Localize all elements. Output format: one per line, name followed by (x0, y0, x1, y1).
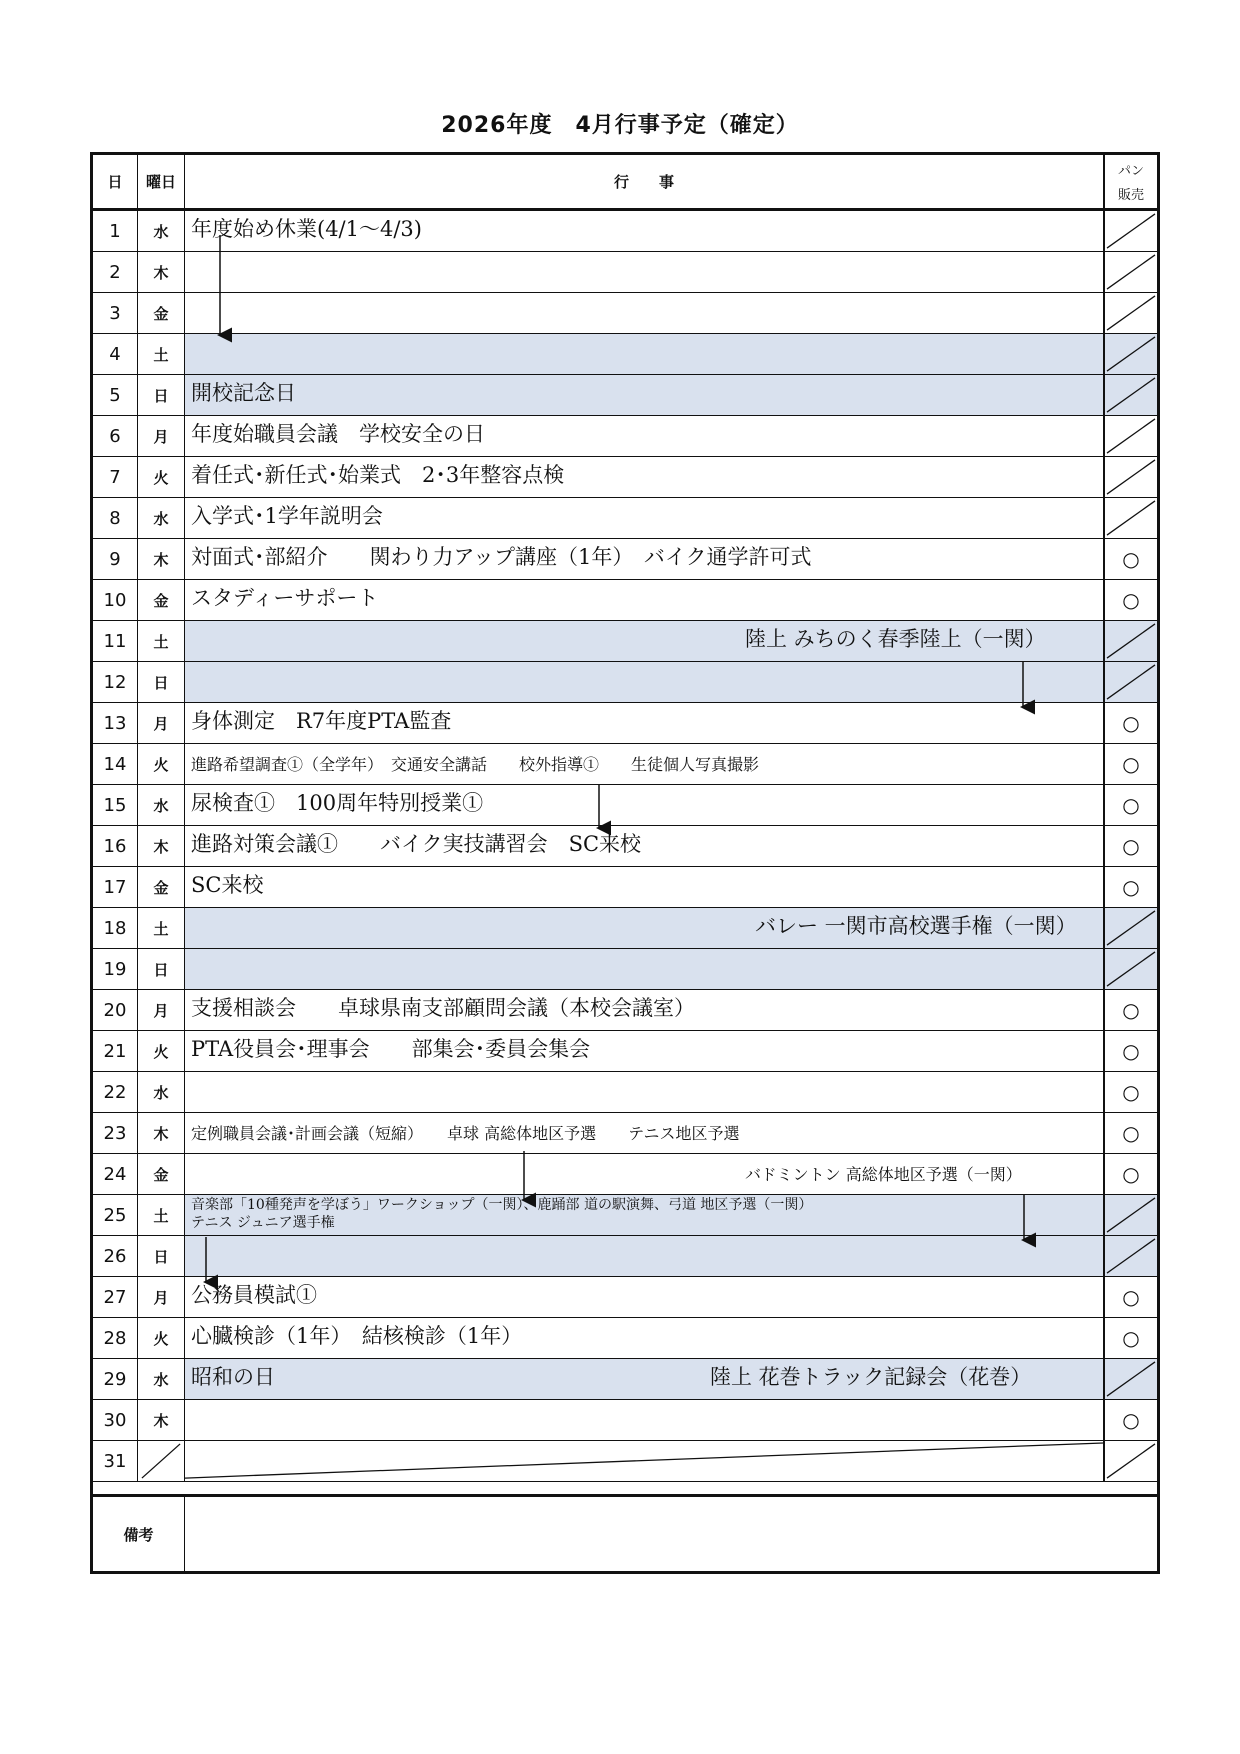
day-number: 26 (93, 1236, 138, 1276)
day-number: 29 (93, 1359, 138, 1399)
day-number: 7 (93, 457, 138, 497)
event-text: 心臓検診（1年） 結核検診（1年） (191, 1324, 523, 1348)
event-text: 公務員模試① (191, 1283, 317, 1307)
day-number: 6 (93, 416, 138, 456)
arrows-layer (93, 155, 1157, 1571)
weekday: 木 (138, 539, 185, 579)
weekday: 水 (138, 1072, 185, 1112)
weekday: 日 (138, 1236, 185, 1276)
day-number: 11 (93, 621, 138, 661)
event-text: 年度始職員会議 学校安全の日 (191, 422, 485, 446)
event-text: 音楽部「10種発声を学ぼう」ワークショップ（一関）、鹿踊部 道の駅演舞、弓道 地区予選（一関） (191, 1197, 813, 1213)
event-text: 身体測定 R7年度PTA監査 (191, 709, 452, 733)
weekday: 日 (138, 662, 185, 702)
pan-available-mark: ○ (1122, 752, 1140, 776)
event-text: 定例職員会議･計画会議（短縮） 卓球 高総体地区予選 テニス地区予選 (191, 1124, 740, 1143)
pan-available-mark: ○ (1122, 1326, 1140, 1350)
event-text: 陸上 花巻トラック記録会（花巻） (710, 1365, 1032, 1389)
weekday: 水 (138, 785, 185, 825)
weekday: 水 (138, 498, 185, 538)
day-number: 8 (93, 498, 138, 538)
day-number: 30 (93, 1400, 138, 1440)
pan-available-mark: ○ (1122, 1162, 1140, 1186)
event-text: バドミントン 高総体地区予選（一関） (745, 1165, 1022, 1184)
event-text: 着任式･新任式･始業式 2･3年整容点検 (191, 463, 565, 487)
weekday: 火 (138, 744, 185, 784)
weekday: 木 (138, 1113, 185, 1153)
pan-available-mark: ○ (1122, 711, 1140, 735)
day-number: 5 (93, 375, 138, 415)
weekday: 金 (138, 1154, 185, 1194)
page-title: 2026年度 4月行事予定（確定） (441, 113, 799, 138)
weekday: 土 (138, 334, 185, 374)
weekday: 月 (138, 703, 185, 743)
event-text: 陸上 みちのく春季陸上（一関） (745, 627, 1046, 651)
event-text: スタディーサポート (191, 586, 379, 610)
day-number: 12 (93, 662, 138, 702)
weekday: 木 (138, 826, 185, 866)
weekday: 火 (138, 457, 185, 497)
day-number: 2 (93, 252, 138, 292)
day-number: 31 (93, 1441, 138, 1481)
day-number: 15 (93, 785, 138, 825)
weekday: 木 (138, 1400, 185, 1440)
schedule-table (90, 152, 1160, 1574)
day-number: 21 (93, 1031, 138, 1071)
day-number: 25 (93, 1195, 138, 1235)
pan-available-mark: ○ (1122, 547, 1140, 571)
day-number: 19 (93, 949, 138, 989)
weekday: 月 (138, 1277, 185, 1317)
day-number: 14 (93, 744, 138, 784)
weekday: 火 (138, 1318, 185, 1358)
pan-available-mark: ○ (1122, 834, 1140, 858)
weekday: 金 (138, 293, 185, 333)
pan-available-mark: ○ (1122, 1408, 1140, 1432)
pan-available-mark: ○ (1122, 793, 1140, 817)
weekday: 土 (138, 1195, 185, 1235)
event-text: 対面式･部紹介 関わり力アップ講座（1年） バイク通学許可式 (191, 545, 812, 569)
weekday: 木 (138, 252, 185, 292)
header-day: 日 (93, 155, 138, 208)
event-text: 入学式･1学年説明会 (191, 504, 383, 528)
day-number: 9 (93, 539, 138, 579)
weekday: 月 (138, 990, 185, 1030)
day-number: 1 (93, 211, 138, 251)
header-pan-line2: 販売 (1117, 187, 1144, 203)
weekday: 土 (138, 908, 185, 948)
event-text: テニス ジュニア選手権 (191, 1215, 335, 1231)
day-number: 3 (93, 293, 138, 333)
weekday: 火 (138, 1031, 185, 1071)
weekday: 月 (138, 416, 185, 456)
weekday: 水 (138, 211, 185, 251)
weekday: 水 (138, 1359, 185, 1399)
day-number: 16 (93, 826, 138, 866)
pan-available-mark: ○ (1122, 588, 1140, 612)
event-text: SC来校 (191, 873, 264, 897)
day-number: 13 (93, 703, 138, 743)
pan-available-mark: ○ (1122, 1121, 1140, 1145)
day-number: 22 (93, 1072, 138, 1112)
day-number: 4 (93, 334, 138, 374)
event-text: PTA役員会･理事会 部集会･委員会集会 (191, 1037, 591, 1061)
pan-available-mark: ○ (1122, 1080, 1140, 1104)
event-text: バレー 一関市高校選手権（一関） (755, 914, 1077, 938)
day-number: 23 (93, 1113, 138, 1153)
event-text: 進路対策会議① バイク実技講習会 SC来校 (191, 832, 642, 856)
event-text: 尿検査① 100周年特別授業① (191, 791, 484, 815)
day-number: 10 (93, 580, 138, 620)
header-pan-line1: パン (1117, 163, 1144, 179)
weekday: 金 (138, 580, 185, 620)
header-events: 行 事 (185, 155, 1105, 208)
day-number: 24 (93, 1154, 138, 1194)
remarks-label: 備考 (93, 1497, 185, 1571)
weekday: 土 (138, 621, 185, 661)
event-text: 進路希望調査①（全学年） 交通安全講話 校外指導① 生徒個人写真撮影 (191, 755, 760, 774)
pan-available-mark: ○ (1122, 998, 1140, 1022)
header-weekday: 曜日 (138, 155, 185, 208)
event-text: 昭和の日 (191, 1365, 275, 1389)
event-text: 開校記念日 (191, 381, 296, 405)
day-number: 27 (93, 1277, 138, 1317)
pan-available-mark: ○ (1122, 1285, 1140, 1309)
weekday: 日 (138, 375, 185, 415)
weekday: 日 (138, 949, 185, 989)
day-number: 20 (93, 990, 138, 1030)
pan-available-mark: ○ (1122, 875, 1140, 899)
event-text: 年度始め休業(4/1～4/3) (191, 217, 422, 241)
event-text: 支援相談会 卓球県南支部顧問会議（本校会議室） (191, 996, 695, 1020)
day-number: 28 (93, 1318, 138, 1358)
weekday: 金 (138, 867, 185, 907)
pan-available-mark: ○ (1122, 1039, 1140, 1063)
day-number: 18 (93, 908, 138, 948)
day-number: 17 (93, 867, 138, 907)
